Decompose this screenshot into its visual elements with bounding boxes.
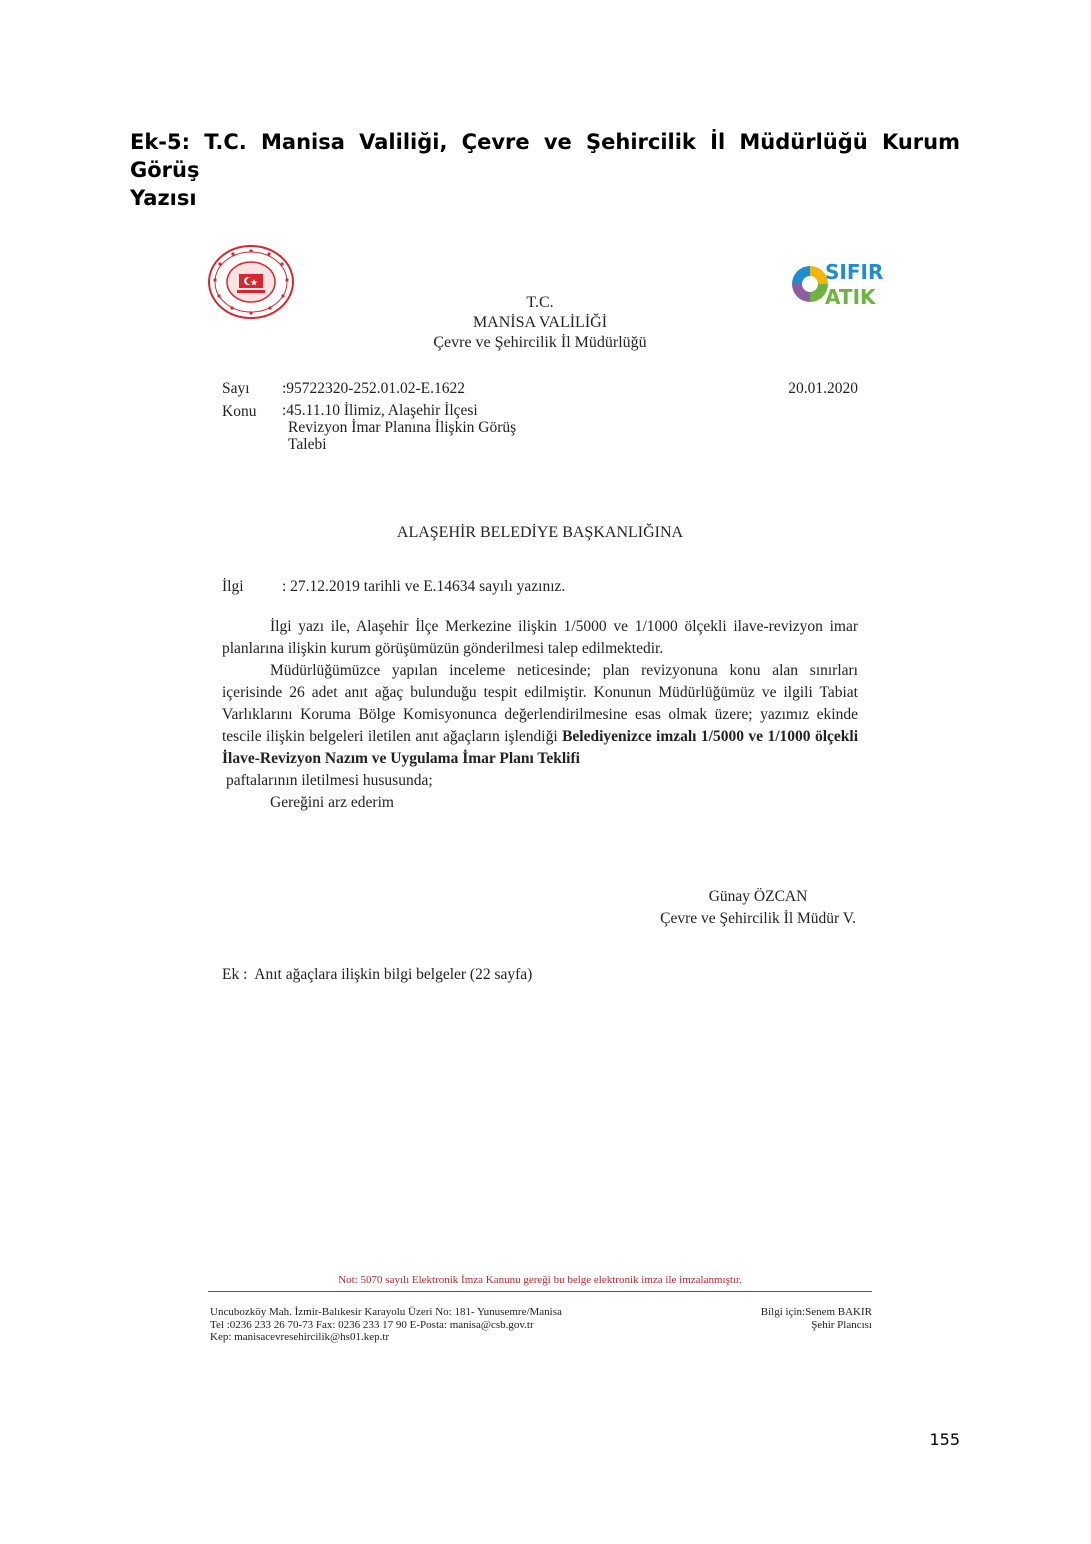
konu-value	[282, 402, 516, 453]
attachment-note: Ek : Anıt ağaçlara ilişkin bilgi belgeler (22 sayfa)	[222, 966, 533, 983]
paragraph-2-text: Müdürlüğümüzce yapılan inceleme neticesinde; plan revizyonuna konu alan sınırları içerisinde 26 adet anıt ağaç bulunduğu tespit edilmiştir. Konunun Müdürlüğümüz ve ilgili Tabiat Varlıklarını Koruma Bölge Komisyonunca değerlendirilmesine esas olmak üzere; yazımız ekinde tescile ilişkin belgeleri iletilen anıt ağaçların işlendiği	[222, 662, 858, 745]
signature-name: Günay ÖZCAN	[708, 888, 808, 905]
heading-line-1: Ek-5: T.C. Manisa Valiliği, Çevre ve Şehircilik İl Müdürlüğü Kurum Görüş	[130, 130, 960, 182]
letter-header	[340, 293, 740, 353]
recipient: ALAŞEHİR BELEDİYE BAŞKANLIĞINA	[396, 524, 684, 541]
logo-line-2: ATIK	[825, 285, 876, 309]
header-mudurluk: Çevre ve Şehircilik İl Müdürlüğü	[433, 334, 647, 351]
konu-line-3: Talebi	[288, 436, 327, 453]
konu-line-1: :45.11.10 İlimiz, Alaşehir İlçesi	[282, 402, 478, 419]
footer-note: Not: 5070 sayılı Elektronik İmza Kanunu gereği bu belge elektronik imza ile imzalanmıştır.	[338, 1274, 742, 1286]
paragraph-2	[222, 660, 858, 770]
signature-block	[640, 886, 876, 930]
konu-line-2: Revizyon İmar Planına İlişkin Görüş	[288, 419, 517, 436]
letter-body	[222, 616, 858, 814]
logo-line-1: SIFIR	[825, 260, 884, 284]
header-valilik: MANİSA VALİLİĞİ	[472, 314, 608, 331]
footer-address	[210, 1306, 562, 1344]
signature-title: Çevre ve Şehircilik İl Müdür V.	[660, 910, 856, 927]
footer-info-1: Bilgi için:Senem BAKIR	[760, 1306, 872, 1318]
footer-divider	[208, 1291, 872, 1292]
paragraph-2-end: paftalarının iletilmesi hususunda;	[226, 772, 433, 789]
document-heading	[130, 128, 960, 212]
footer-address-1: Uncubozköy Mah. İzmir-Balıkesir Karayolu Üzeri No: 181- Yunusemre/Manisa	[210, 1306, 562, 1318]
ilgi-label: İlgi	[222, 578, 244, 595]
page-number: 155	[929, 1430, 960, 1449]
paragraph-2-bold: Belediyenizce imzalı 1/5000 ve 1/1000 ölçekli İlave-Revizyon Nazım ve Uygulama İmar Planı Teklifi	[222, 728, 859, 767]
footer-info-2: Şehir Plancısı	[811, 1318, 872, 1331]
header-tc: T.C.	[526, 294, 554, 311]
ilgi-value: : 27.12.2019 tarihli ve E.14634 sayılı yazınız.	[282, 578, 566, 595]
paragraph-1: İlgi yazı ile, Alaşehir İlçe Merkezine ilişkin 1/5000 ve 1/1000 ölçekli ilave-revizyon imar planlarına ilişkin kurum görüşümüzün gönderilmesi talep edilmektedir.	[222, 618, 858, 657]
footer-address-3: Kep: manisacevresehircilik@hs01.kep.tr	[210, 1331, 390, 1343]
sayi-value: :95722320-252.01.02-E.1622	[282, 380, 465, 397]
letter-date: 20.01.2020	[788, 380, 858, 397]
sayi-label: Sayı	[222, 380, 250, 397]
closing: Gereğini arz ederim	[270, 794, 394, 811]
republic-seal-icon	[206, 244, 296, 320]
heading-line-2: Yazısı	[130, 186, 197, 210]
zero-waste-logo-icon	[786, 246, 884, 320]
footer-contact	[720, 1306, 872, 1331]
footer-address-2: Tel :0236 233 26 70-73 Fax: 0236 233 17 90 E-Posta: manisa@csb.gov.tr	[210, 1318, 534, 1331]
konu-label: Konu	[222, 403, 257, 420]
